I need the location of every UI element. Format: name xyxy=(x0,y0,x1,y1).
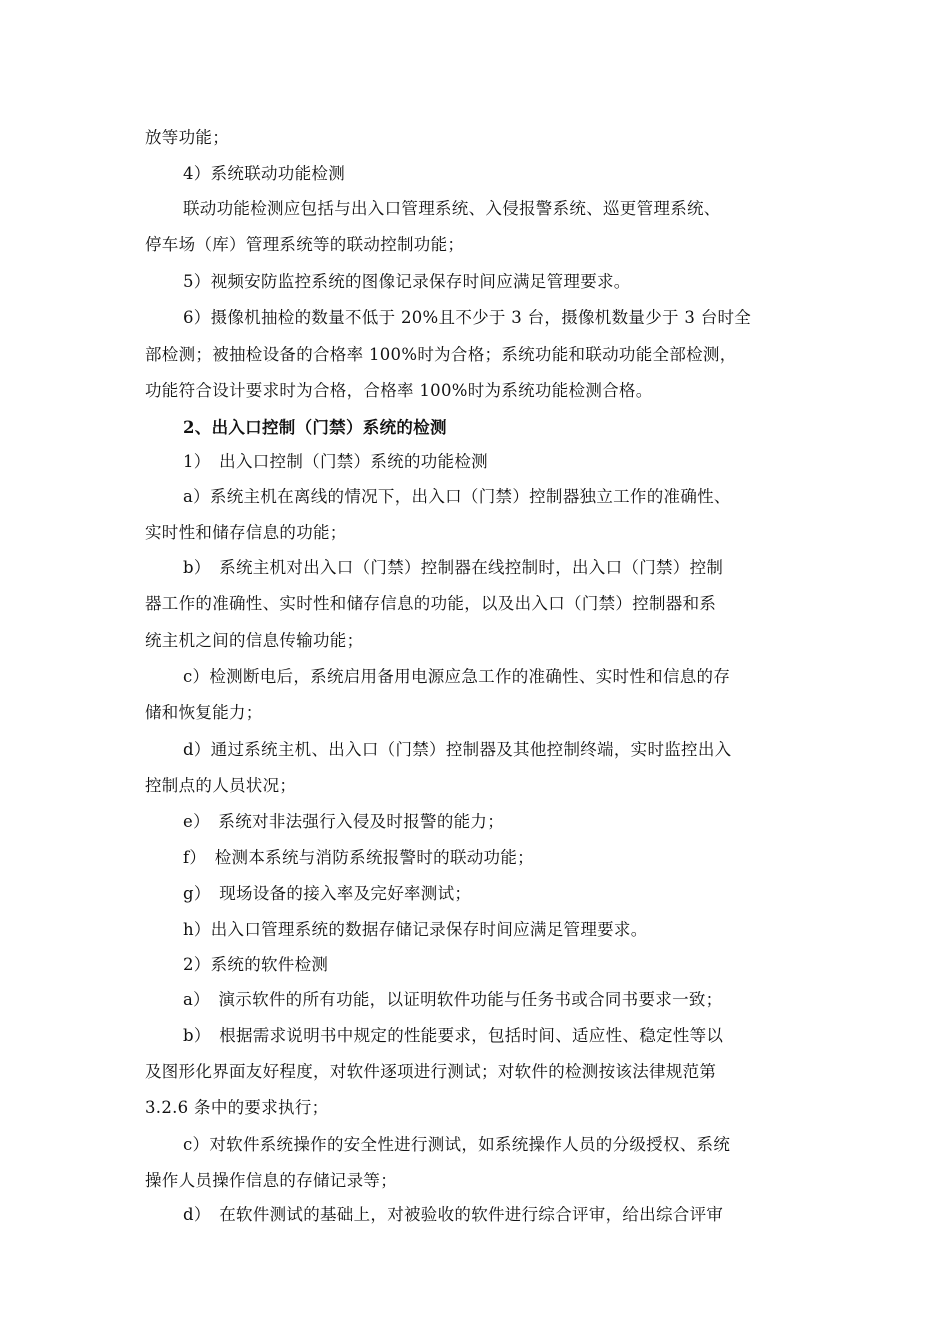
text-line: 器工作的准确性、实时性和储存信息的功能，以及出入口（门禁）控制器和系 xyxy=(145,594,717,613)
text-line: 2）系统的软件检测 xyxy=(183,955,329,974)
text-line: b） 系统主机对出入口（门禁）控制器在线控制时，出入口（门禁）控制 xyxy=(183,558,724,577)
text-line: f） 检测本系统与消防系统报警时的联动功能； xyxy=(183,848,534,867)
text-line: 功能符合设计要求时为合格，合格率 100%时为系统功能检测合格。 xyxy=(145,381,653,400)
text-line: a）系统主机在离线的情况下，出入口（门禁）控制器独立工作的准确性、 xyxy=(183,487,731,506)
text-line: b） 根据需求说明书中规定的性能要求，包括时间、适应性、稳定性等以 xyxy=(183,1026,724,1045)
text-line: 部检测；被抽检设备的合格率 100%时为合格；系统功能和联动功能全部检测， xyxy=(145,345,737,364)
text-line: g） 现场设备的接入率及完好率测试； xyxy=(183,884,472,903)
text-line: 3.2.6 条中的要求执行； xyxy=(145,1098,329,1117)
text-line: 放等功能； xyxy=(145,128,229,147)
text-line: 1） 出入口控制（门禁）系统的功能检测 xyxy=(183,452,488,471)
section-heading: 2、出入口控制（门禁）系统的检测 xyxy=(183,418,447,437)
text-line: h）出入口管理系统的数据存储记录保存时间应满足管理要求。 xyxy=(183,920,648,939)
text-line: d）通过系统主机、出入口（门禁）控制器及其他控制终端，实时监控出入 xyxy=(183,740,732,759)
text-line: d） 在软件测试的基础上，对被验收的软件进行综合评审，给出综合评审 xyxy=(183,1205,724,1224)
text-line: c）检测断电后，系统启用备用电源应急工作的准确性、实时性和信息的存 xyxy=(183,667,731,686)
text-line: 6）摄像机抽检的数量不低于 20%且不少于 3 台，摄像机数量少于 3 台时全 xyxy=(183,308,752,327)
text-line: 联动功能检测应包括与出入口管理系统、入侵报警系统、巡更管理系统、 xyxy=(183,199,721,218)
text-line: 及图形化界面友好程度，对软件逐项进行测试；对软件的检测按该法律规范第 xyxy=(145,1062,717,1081)
text-line: 储和恢复能力； xyxy=(145,703,263,722)
text-line: 4）系统联动功能检测 xyxy=(183,164,345,183)
text-line: 统主机之间的信息传输功能； xyxy=(145,631,364,650)
text-line: 5）视频安防监控系统的图像记录保存时间应满足管理要求。 xyxy=(183,272,631,291)
text-line: a） 演示软件的所有功能，以证明软件功能与任务书或合同书要求一致； xyxy=(183,990,723,1009)
text-line: 停车场（库）管理系统等的联动控制功能； xyxy=(145,235,465,254)
text-line: c）对软件系统操作的安全性进行测试，如系统操作人员的分级授权、系统 xyxy=(183,1135,731,1154)
text-line: 操作人员操作信息的存储记录等； xyxy=(145,1171,397,1190)
text-line: e） 系统对非法强行入侵及时报警的能力； xyxy=(183,812,505,831)
text-line: 控制点的人员状况； xyxy=(145,776,297,795)
text-line: 实时性和储存信息的功能； xyxy=(145,523,347,542)
